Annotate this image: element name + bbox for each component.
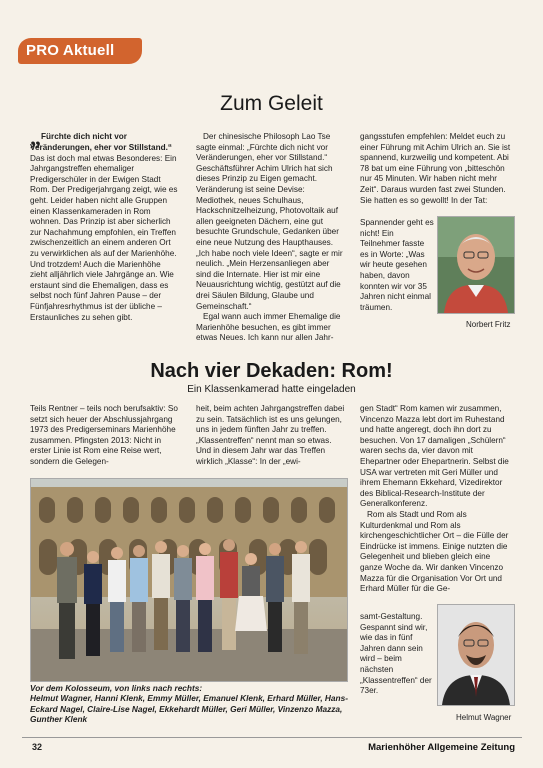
article2-column-3-wrap	[360, 612, 432, 697]
article2-col3-top: gen Stadt“ Rom kamen wir zusammen, Vincenzo Mazza lebt dort im Ruhestand und hatte angeregt, doch ihn dort zu besuchen. Von 17 damaligen „Schülern“ waren sechs da, vier davon mit Ehepartner oder Ehepartnerin. Selbst die USA war vertreten mit Geri Müller und ihrem Ehemann Ekkehard, Vizedirektor des Biblical-Research-Institute der Generalkonferenz.	[360, 404, 509, 509]
group-photo-caption-head: Vor dem Kolosseum, von links nach rechts:	[30, 683, 203, 693]
footer-divider	[22, 737, 522, 738]
article1-col2-p2: Egal wann auch immer Ehemalige die Marienhöhe besuchen, es gibt immer etwas Neues. Ich kann nur allen Jahr-	[196, 312, 341, 343]
group-photo-colosseum	[30, 478, 348, 682]
group-photo-caption-names: Helmut Wagner, Hanni Klenk, Emmy Müller, Emanuel Klenk, Erhard Müller, Hans-Eckard Nagel, Claire-Lise Nagel, Ekkehardt Müller, Geri Müller, Vinzenzo Mazza, Gunther Klenk	[30, 693, 348, 724]
article1-column-3	[360, 132, 513, 206]
article2-subtitle: Ein Klassenkamerad hatte eingeladen	[187, 384, 356, 395]
article2-author-caption: Helmut Wagner	[456, 713, 512, 722]
article1-lead-quote: Fürchte dich nicht vor Veränderungen, eher vor Stillstand.“	[30, 132, 172, 152]
publication-name: Marienhöher Allgemeine Zeitung	[368, 742, 515, 753]
article1-col3-wrap: Spannender geht es nicht! Ein Teilnehmer fasste es in Worte: „Was wir heute gesehen haben, davon konnten wir vor 35 Jahren nicht einmal träumen.	[360, 218, 434, 312]
group-photo-caption	[30, 683, 360, 724]
article2-col3-p2: Rom als Stadt und Rom als Kulturdenkmal und Rom als kirchengeschichtlicher Ort – die Fülle der Eindrücke ist immens. Einige nutzten die Gelegenheit und blieben gleich eine ganze Woche da. Wir danken Vincenzo Mazza für die Organisation Vor Ort und Erhard Müller für die Ge-	[360, 509, 509, 594]
article1-author-caption: Norbert Fritz	[466, 320, 511, 329]
article1-col2-p1: Der chinesische Philosoph Lao Tse sagte einmal: „Fürchte dich nicht vor Veränderungen, eher vor Stillstand.“ Geschäftsführer Achim Ulrich hat sich dieses Prinzip zu Eigen gemacht. Veränderung ist seine Devise: Mediothek, neues Schulhaus, Hackschnitzelheizung, Photovoltaik auf allen geeigneten Dächern, eine gut besuchte Grundschule, Gedanken über eine neue Nutzung des Haupthauses. „Ich habe noch viele Ideen“, sagte er mir neulich. „Mein Herzensanliegen aber sind die Internate. Hier ist mir eine Neuausrichtung wichtig, gestützt auf die drei Säulen Bildung, Glaube und Gemeinschaft.“	[196, 132, 343, 311]
article1-column-3-wrap	[360, 218, 434, 313]
section-banner-label: PRO Aktuell	[26, 42, 115, 59]
article2-column-2	[196, 404, 346, 468]
article2-col3-wrap: samt-Gestaltung. Gespannt sind wir, wie das in fünf Jahren dann sein wird – beim nächsten „Klassentreffen“ der 73er.	[360, 612, 432, 696]
article1-title: Zum Geleit	[220, 92, 323, 115]
author-photo-helmut-wagner	[437, 604, 515, 706]
article2-col1-text: Teils Rentner – teils noch berufsaktiv: So setzt sich heuer der Abschlussjahrgang 1973 des Predigerseminars Marienhöhe zusammen. Pfingsten 2013: Nicht in erster Linie ist Rom eine Reise wert, sondern die Gelegen-	[30, 404, 178, 466]
article1-column-1	[30, 125, 180, 323]
author-photo-norbert-fritz	[437, 216, 515, 314]
article2-title: Nach vier Dekaden: Rom!	[150, 360, 393, 382]
article2-column-1	[30, 404, 180, 468]
article1-col3-top: gangsstufen empfehlen: Meldet euch zu einer Führung mit Achim Ulrich an. Sie ist spannend, kurzweilig und kompetent. Abi 78 bat um eine Führung von „bitteschön nur 45 Minuten. Wir haben nicht mehr Zeit“. Daraus wurden fast zwei Stunden. Sie hatten es so gewollt! In der Tat:	[360, 132, 511, 205]
page-number: 32	[32, 742, 43, 752]
article2-column-3	[360, 404, 513, 595]
article2-col2-text: heit, beim achten Jahrgangstreffen dabei zu sein. Tatsächlich ist es uns gelungen, uns in jedem fünften Jahr zu treffen. „Klassentreffen“ nennt man so etwas. Und in diesem Jahr war das Treffen wirklich „Klasse“: In der „ewi-	[196, 404, 345, 466]
article1-col1-text: Das ist doch mal etwas Besonderes: Ein Jahrgangstreffen ehemaliger Predigerschüler in der Ewigen Stadt Rom. Der Predigerjahrgang zeigt, wie es geht. Leider haben nicht alle Gruppen einen Klassenkameraden in Rom wohnen. Das Prinzip ist aber sicherlich zur Nachahmung empfohlen, ein Treffen zwischenzeitlich an einem anderen Ort zu verwirklichen als auf der Marienhöhe. Und trotzdem! Auch die Marienhöhe zieht alljährlich viele Jahrgänge an. Wie erstaunt sind die Ehemaligen, dass es selbst noch fünf Jahren Pause – der Fünfjahresrhythmus ist der übliche – Erstaunliches zu sehen gibt.	[30, 153, 178, 322]
quote-mark: „	[30, 125, 41, 150]
article1-column-2	[196, 132, 346, 344]
